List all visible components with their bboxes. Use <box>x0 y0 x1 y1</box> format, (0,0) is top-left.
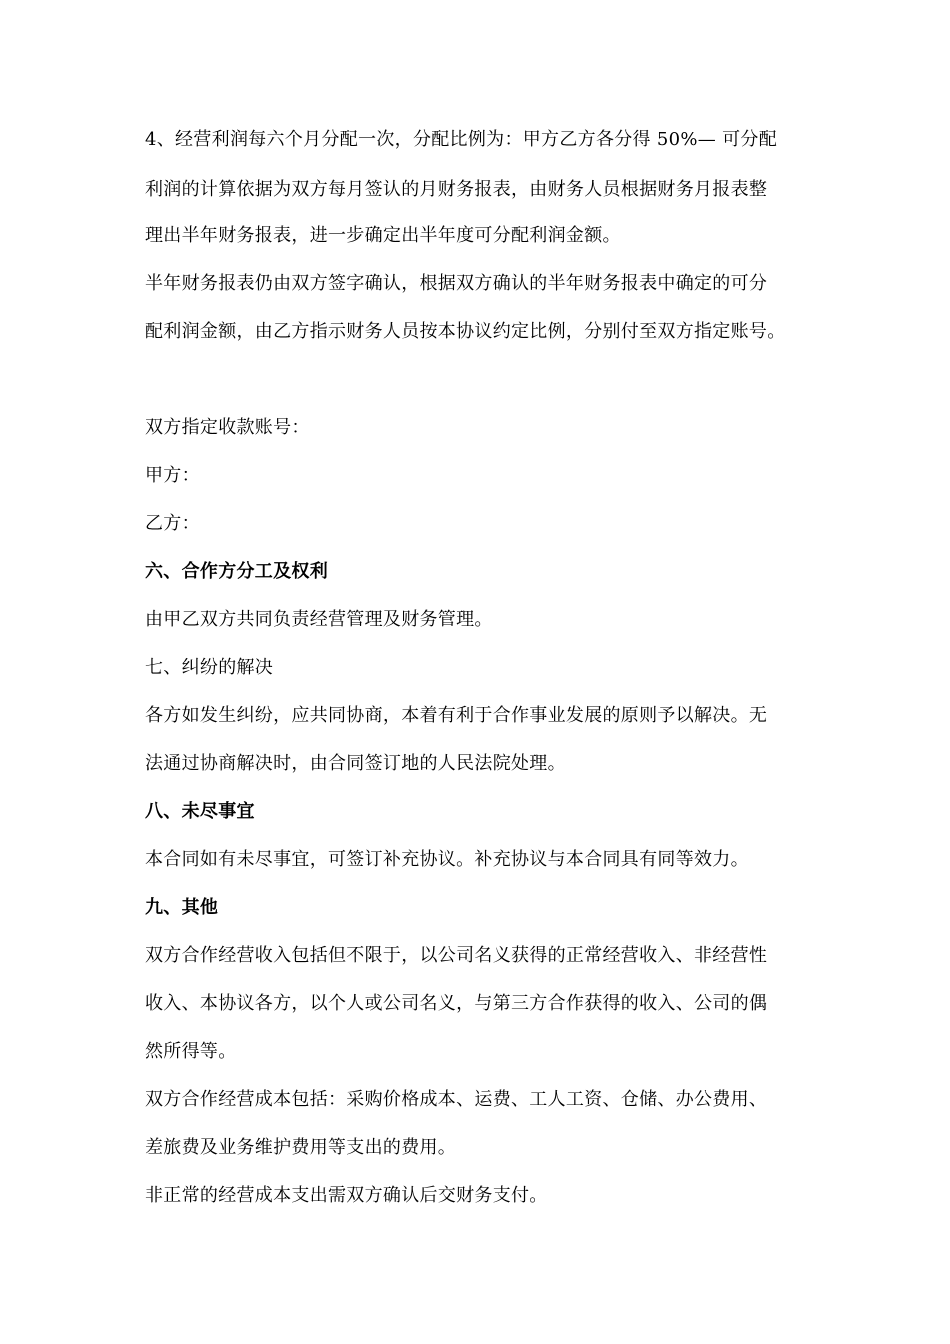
report-confirmation-line-2: 配利润金额，由乙方指示财务人员按本协议约定比例，分别付至双方指定账号。 <box>145 321 786 342</box>
profit-distribution-line-2: 利润的计算依据为双方每月签认的月财务报表，由财务人员根据财务月报表整 <box>145 179 768 200</box>
section-8-text: 本合同如有未尽事宜，可签订补充协议。补充协议与本合同具有同等效力。 <box>145 849 749 870</box>
account-title: 双方指定收款账号： <box>145 417 310 438</box>
section-9-income-line-2: 收入、本协议各方，以个人或公司名义，与第三方合作获得的收入、公司的偶 <box>145 993 768 1014</box>
section-8-heading: 八、未尽事宜 <box>145 801 255 822</box>
section-9-heading: 九、其他 <box>145 897 219 918</box>
section-9-income-line-1: 双方合作经营收入包括但不限于，以公司名义获得的正常经营收入、非经营性 <box>145 945 768 966</box>
section-9-income-line-3: 然所得等。 <box>145 1041 237 1062</box>
profit-distribution-line-1: 4、经营利润每六个月分配一次，分配比例为：甲方乙方各分得 50%— 可分配 <box>145 129 777 150</box>
section-9-cost-line-1: 双方合作经营成本包括：采购价格成本、运费、工人工资、仓储、办公费用、 <box>145 1089 768 1110</box>
account-party-a: 甲方： <box>145 465 200 486</box>
section-7-text-line-2: 法通过协商解决时，由合同签订地的人民法院处理。 <box>145 753 566 774</box>
section-6-text: 由甲乙双方共同负责经营管理及财务管理。 <box>145 609 493 630</box>
account-party-b: 乙方： <box>145 513 200 534</box>
section-9-abnormal-cost: 非正常的经营成本支出需双方确认后交财务支付。 <box>145 1185 548 1206</box>
section-7-text-line-1: 各方如发生纠纷，应共同协商，本着有利于合作事业发展的原则予以解决。无 <box>145 705 768 726</box>
section-7-heading: 七、纠纷的解决 <box>145 657 274 678</box>
section-9-cost-line-2: 差旅费及业务维护费用等支出的费用。 <box>145 1137 457 1158</box>
profit-distribution-line-3: 理出半年财务报表，进一步确定出半年度可分配利润金额。 <box>145 225 621 246</box>
report-confirmation-line-1: 半年财务报表仍由双方签字确认，根据双方确认的半年财务报表中确定的可分 <box>145 273 768 294</box>
section-6-heading: 六、合作方分工及权利 <box>145 561 328 582</box>
